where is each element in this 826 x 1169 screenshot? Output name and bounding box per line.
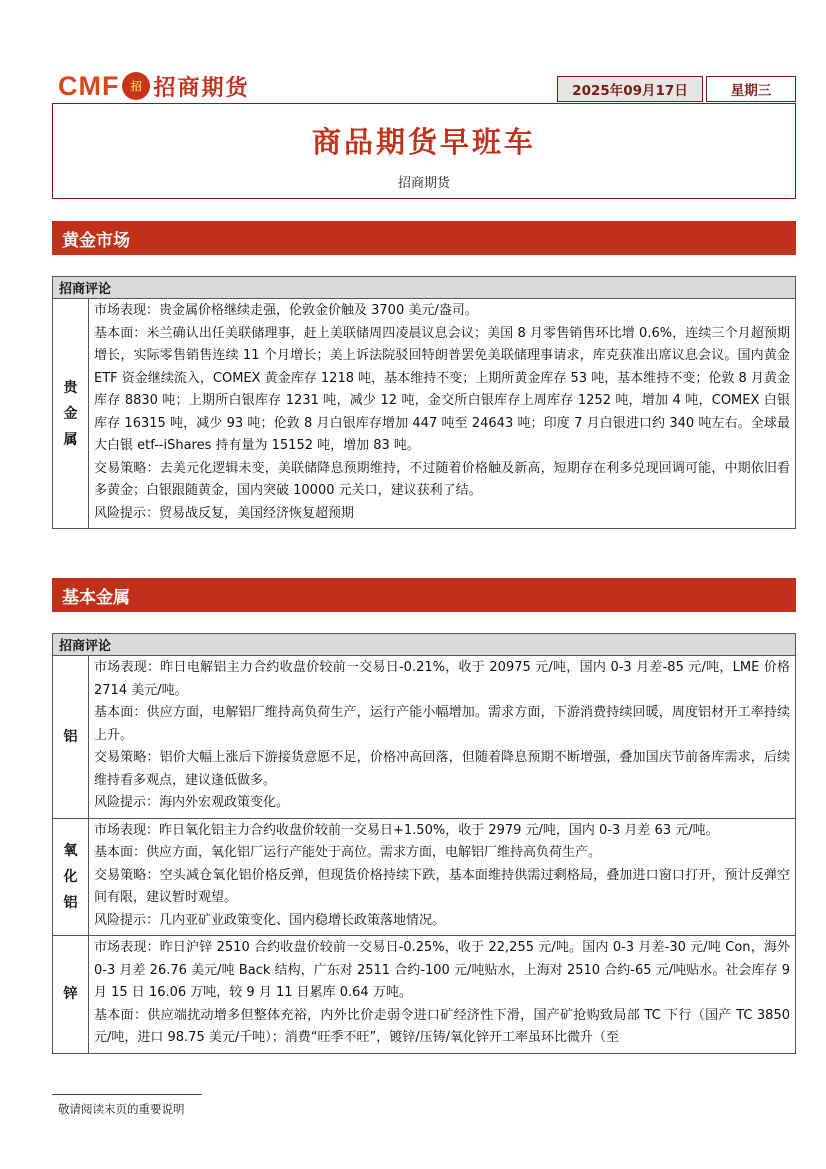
gold-comment-table	[52, 276, 796, 529]
section-heading-base-metals: 基本金属	[52, 578, 796, 612]
row-label-aluminum: 铝	[53, 656, 89, 818]
table-row	[53, 299, 795, 528]
market-performance: 市场表现：昨日氧化铝主力合约收盘价较前一交易日+1.50%，收于 2979 元/吨，国内 0-3 月差 63 元/吨。	[94, 822, 719, 838]
row-body	[89, 299, 795, 528]
row-body	[89, 656, 795, 818]
footer-note: 敬请阅读末页的重要说明	[58, 1102, 185, 1116]
row-label-zinc: 锌	[53, 936, 89, 1053]
table-header: 招商评论	[53, 277, 795, 299]
row-label-precious-metals: 贵金属	[53, 299, 89, 528]
logo-badge-icon: 招	[122, 72, 150, 100]
row-body	[89, 936, 795, 1053]
section-heading-gold: 黄金市场	[52, 221, 796, 255]
logo-cn-text: 招商期货	[153, 74, 250, 101]
footer-divider	[52, 1094, 202, 1095]
report-date: 2025年09月17日	[557, 76, 703, 102]
fundamentals: 基本面：供应方面，电解铝厂维持高负荷生产，运行产能小幅增加。需求方面，下游消费持续回暖，周度铝材开工率持续上升。	[94, 705, 790, 743]
title-box	[52, 103, 796, 199]
market-performance: 市场表现：贵金属价格继续走强，伦敦金价触及 3700 美元/盎司。	[94, 303, 478, 318]
fundamentals: 基本面：供应方面，氧化铝厂运行产能处于高位。需求方面，电解铝厂维持高负荷生产。	[94, 845, 602, 860]
report-weekday: 星期三	[706, 76, 796, 102]
table-row	[53, 819, 795, 937]
logo-cmf-text: CMF	[58, 70, 120, 101]
fundamentals: 基本面：供应端扰动增多但整体充裕，内外比价走弱令进口矿经济性下滑，国产矿抢购致局部 TC 下行（国产 TC 3850 元/吨，进口 98.75 美元/千吨）；消费“旺季不旺”，镀锌/压铸/氧化锌开工率虽环比微升（至	[94, 1007, 790, 1045]
company-logo	[58, 70, 250, 102]
risk-warning: 风险提示：海内外宏观政策变化。	[94, 795, 290, 810]
risk-warning: 风险提示：几内亚矿业政策变化、国内稳增长政策落地情况。	[94, 912, 446, 928]
market-performance: 市场表现：昨日电解铝主力合约收盘价较前一交易日-0.21%，收于 20975 元/吨，国内 0-3 月差-85 元/吨，LME 价格 2714 美元/吨。	[94, 660, 790, 698]
market-performance: 市场表现：昨日沪锌 2510 合约收盘价较前一交易日-0.25%，收于 22,255 元/吨。国内 0-3 月差-30 元/吨 Con，海外 0-3 月差 26.76 美元/吨 Back 结构，广东对 2511 合约-100 元/吨贴水，上海对 2510 合约-65 元/吨贴水。社会库存 9 月 15 日 16.06 万吨，较 9 月 11 日累库 0.64 万吨。	[94, 940, 790, 1000]
trading-strategy: 交易策略：去美元化逻辑未变，美联储降息预期维持，不过随着价格触及新高，短期存在利多兑现回调可能，中期依旧看多黄金；白银跟随黄金，国内突破 10000 元关口，建议获利了结。	[94, 460, 790, 498]
trading-strategy: 交易策略：空头减仓氧化铝价格反弹，但现货价格持续下跌，基本面维持供需过剩格局，叠加进口窗口打开，预计反弹空间有限，建议暂时观望。	[94, 867, 790, 905]
risk-warning: 风险提示：贸易战反复，美国经济恢复超预期	[94, 505, 355, 521]
trading-strategy: 交易策略：铝价大幅上涨后下游接货意愿不足，价格冲高回落，但随着降息预期不断增强，叠加国庆节前备库需求，后续维持看多观点，建议逢低做多。	[94, 750, 790, 788]
page-subtitle: 招商期货	[397, 176, 450, 191]
base-metals-comment-table	[52, 633, 796, 1054]
table-row	[53, 656, 795, 819]
row-body	[89, 819, 795, 936]
page-title: 商品期货早班车	[311, 125, 536, 159]
fundamentals: 基本面：米兰确认出任美联储理事，赶上美联储周四凌晨议息会议；美国 8 月零售销售环比增 0.6%，连续三个月超预期增长，实际零售销售连续 11 个月增长；美上诉法院驳回特朗普罢免美联储理事请求，库克获准出席议息会议。国内黄金 ETF 资金继续流入，COMEX 黄金库存 1218 吨，基本维持不变；上期所黄金库存 53 吨，基本维持不变；伦敦 8 月黄金库存 8830 吨；上期所白银库存 1231 吨，减少 12 吨，金交所白银库存上周库存 1252 吨，增加 4 吨，COMEX 白银库存 16315 吨，减少 93 吨；伦敦 8 月白银库存增加 447 吨至 24643 吨；印度 7 月白银进口约 340 吨左右。全球最大白银 etf--iShares 持有量为 15152 吨，增加 83 吨。	[94, 325, 790, 453]
table-row	[53, 936, 795, 1053]
row-label-alumina: 氧化铝	[53, 819, 89, 936]
table-header: 招商评论	[53, 634, 795, 656]
